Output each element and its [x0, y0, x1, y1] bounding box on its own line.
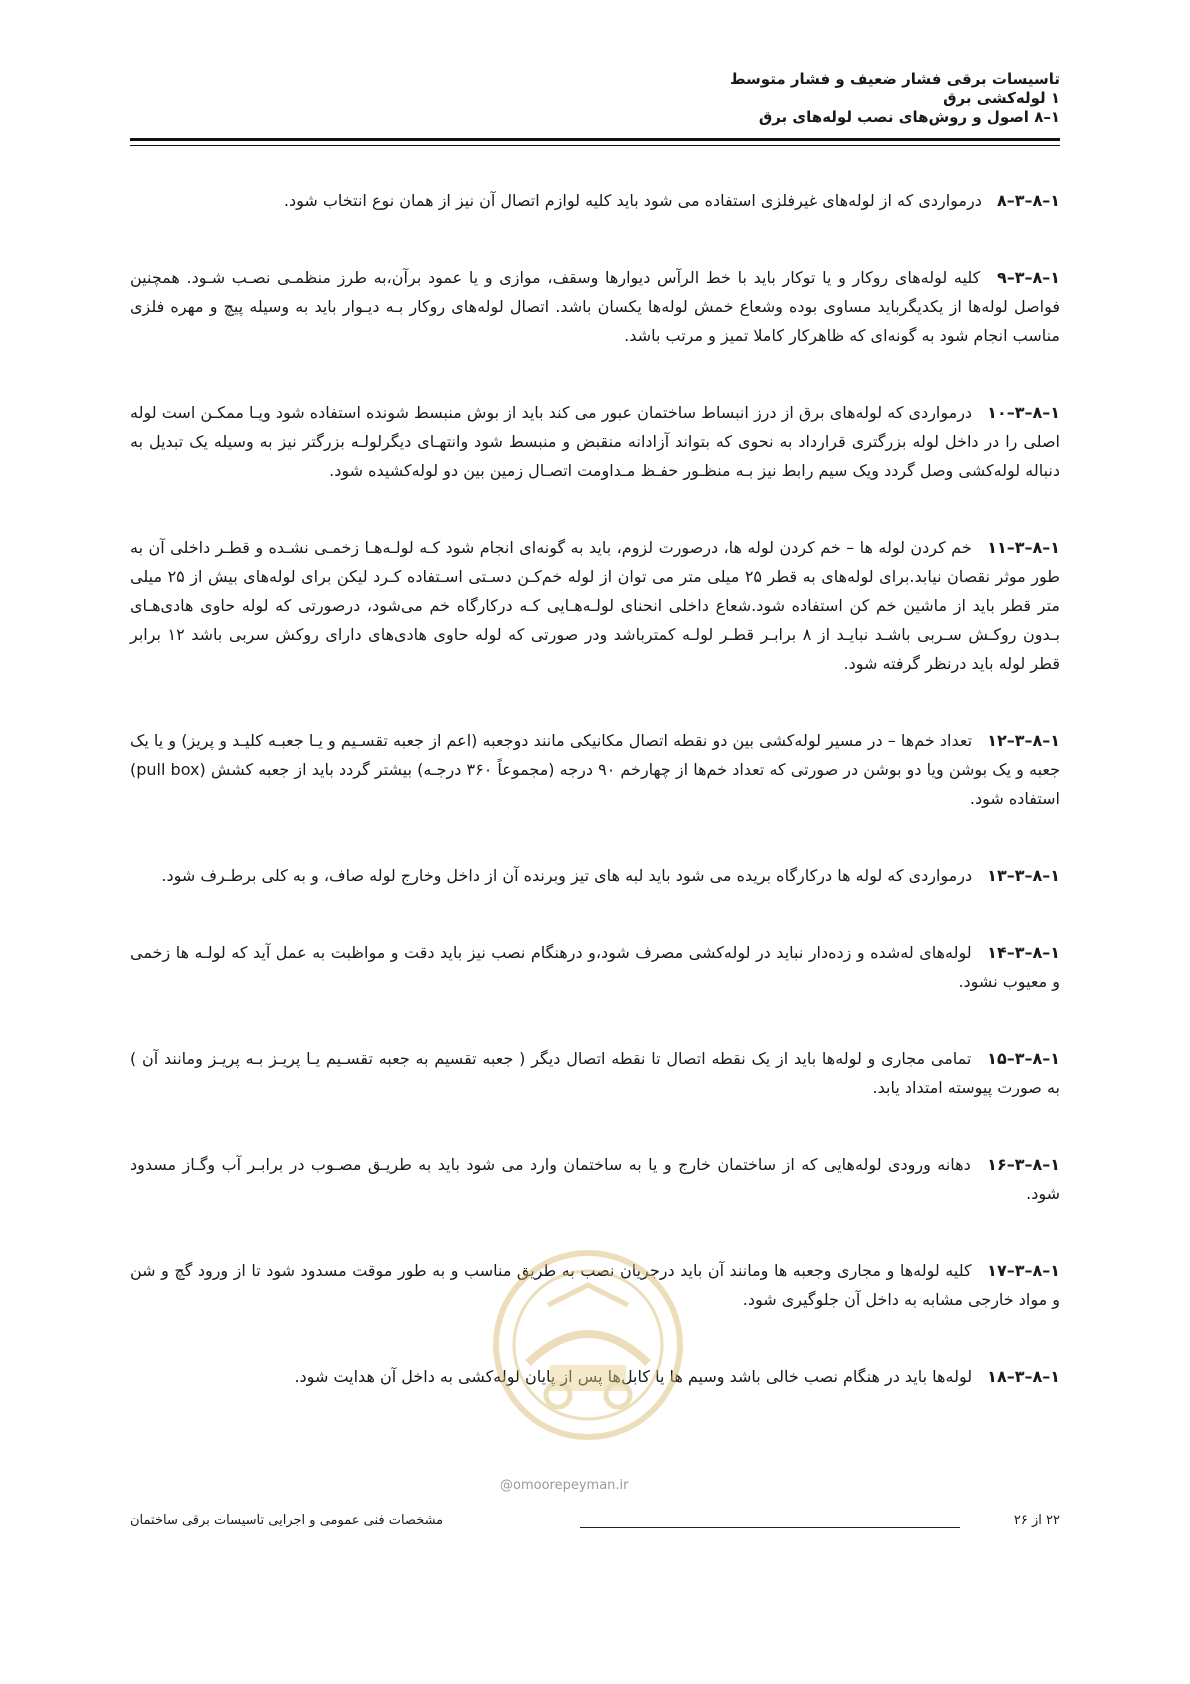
clause-8: [130, 186, 1060, 215]
header-chapter-title: ۱ لوله‌کشی برق: [943, 89, 1060, 107]
clause-number: ۱–۸–۳–۱۴: [987, 943, 1060, 962]
clause-text: لوله‌های له‌شده و زده‌دار نباید در لوله‌کشی مصرف شود،و درهنگام نصب نیز باید دقت و مواظبت به عمل آید که لولـه ها زخمی و معیوب نشود.: [130, 943, 1060, 991]
clause-9: [130, 263, 1060, 350]
clause-text: تمامی مجاری و لوله‌ها باید از یک نقطه اتصال تا نقطه اتصال دیگر ( جعبه تقسیم به جعبه تقسـیم یـا پریـز بـه پریـز ومانند آن ) به صورت پیوسته امتداد یابد.: [130, 1049, 1060, 1097]
clause-text: کلیه لوله‌های روکار و یا توکار باید با خط الرآس دیوارها وسقف، موازی و یا عمود برآن،به طرز منظمـی نصـب شـود. همچنین فواصل لوله‌ها از یکدیگرباید مساوی بوده وشعاع خمش لوله‌ها یکسان باشد. اتصال لوله‌های روکار بـه دیـوار باید به وسیله پیچ و مهره فلزی مناسب انجام شود به گونه‌ای که ظاهرکار کاملا تمیز و مرتب باشد.: [130, 268, 1060, 345]
watermark-site: @omoorepeyman.ir: [500, 1478, 629, 1493]
clause-number: ۱–۸–۳–۱۳: [987, 866, 1060, 885]
clause-number: ۱–۸–۳–۱۱: [987, 538, 1061, 557]
clause-text: خم کردن لوله ها – خم کردن لوله ها، درصورت لزوم، باید به گونه‌ای انجام شود کـه لولـه‌هـا زخمـی نشـده و قطـر داخلی آن به طور موثر نقصان نیابد.برای لوله‌های به قطر ۲۵ میلی متر می توان از لوله خم‌کـن دسـتی اسـتفاده کـرد لیکن برای لوله‌های بیش از ۲۵ میلی متر قطر باید از ماشین خم کن استفاده شود.شعاع داخلی انحنای لولـه‌هـایی کـه درکارگاه خم می‌شود، درصورتی که لوله حاوی هادی‌هـای بـدون روکـش سـربی باشـد نبایـد از ۸ برابـر قطـر لولـه کمترباشد ودر صورتی که لوله حاوی هادی‌های دارای روکش سربی باشد ۱۲ برابر قطر لوله باید درنظر گرفته شود.: [130, 538, 1061, 673]
header-rule-thin: [130, 145, 1060, 146]
clause-text: کلیه لوله‌ها و مجاری وجعبه ها ومانند آن باید درجریان نصب به طریق مناسب و به طور موقت مسدود شود تا از ورود گچ و شن و مواد خارجی مشابه به داخل آن جلوگیری شود.: [130, 1261, 1060, 1309]
clause-10: [130, 398, 1060, 485]
clause-number: ۱–۸–۳–۱۷: [987, 1261, 1060, 1280]
clause-text: دهانه ورودی لوله‌هایی که از ساختمان خارج و یا به ساختمان وارد می شود باید به طریـق مصـوب در برابـر آب وگـاز مسدود شود.: [130, 1155, 1060, 1203]
header-section-title: تاسیسات برقی فشار ضعیف و فشار متوسط: [729, 70, 1060, 88]
clause-text: تعداد خم‌ها – در مسیر لوله‌کشی بین دو نقطه اتصال مکانیکی مانند دوجعبه (اعم از جعبه تقسـیم و یـا جعبـه کلیـد و پریز) و یا یک جعبه و یک بوشن ویا دو بوشن در صورتی که تعداد خم‌ها از چهارخم ۹۰ درجه (مجموعاً ۳۶۰ درجـه) بیشتر گردد باید از جعبه کشش (pull box) استفاده شود.: [130, 731, 1061, 808]
clause-number: ۱–۸–۳–۹: [996, 268, 1061, 287]
header-rule-thick: [130, 138, 1060, 141]
clause-number: ۱–۸–۳–۸: [996, 191, 1060, 210]
clause-11: [130, 533, 1060, 678]
clause-14: [130, 938, 1060, 996]
clause-text: لوله‌ها باید در هنگام نصب خالی باشد وسیم ها یا کابل‌ها پس از پایان لوله‌کشی به داخل آن هدایت شود.: [294, 1367, 973, 1386]
page-footer: [130, 1513, 1060, 1535]
clause-16: [130, 1150, 1060, 1208]
clause-13: [130, 861, 1060, 890]
clause-number: ۱–۸–۳–۱۰: [987, 403, 1060, 422]
clauses-list: [130, 186, 1060, 1391]
footer-rule: [580, 1527, 960, 1528]
clause-number: ۱–۸–۳–۱۶: [987, 1155, 1060, 1174]
clause-text: درمواردی که از لوله‌های غیرفلزی استفاده می شود باید کلیه لوازم اتصال آن نیز از همان نوع انتخاب شود.: [283, 191, 982, 210]
clause-15: [130, 1044, 1060, 1102]
header-subsection-title: ۱–۸ اصول و روش‌های نصب لوله‌های برق: [758, 108, 1060, 126]
page-number: ۲۲ از ۲۶: [1013, 1513, 1060, 1528]
footer-document-title: مشخصات فنی عمومی و اجرایی تاسیسات برقی ساختمان: [130, 1513, 444, 1528]
clause-number: ۱–۸–۳–۱۸: [987, 1367, 1060, 1386]
clause-text: درمواردی که لوله ها درکارگاه بریده می شود باید لبه های تیز وبرنده آن از داخل وخارج لوله صاف، و به کلی برطـرف شود.: [161, 866, 973, 885]
clause-text: درمواردی که لوله‌های برق از درز انبساط ساختمان عبور می کند باید از بوش منبسط شونده استفاده شود ویـا ممکـن است لوله اصلی را در داخل لوله بزرگتری قرارداد به نحوی که بتواند آزادانه منقبض و منبسط شود وانتهـای دیگرلولـه بزرگتر نیز به وسیله یک تبدیل به دنباله لوله‌کشی وصل گردد ویک سیم رابط نیز بـه منظـور حفـظ مـداومت اتصـال زمین بین دو لوله‌کشیده شود.: [130, 403, 1060, 480]
watermark-seal-icon: [488, 1245, 688, 1445]
clause-number: ۱–۸–۳–۱۵: [987, 1049, 1060, 1068]
clause-number: ۱–۸–۳–۱۲: [987, 731, 1061, 750]
page-header: [130, 70, 1060, 127]
clause-12: [130, 726, 1060, 813]
